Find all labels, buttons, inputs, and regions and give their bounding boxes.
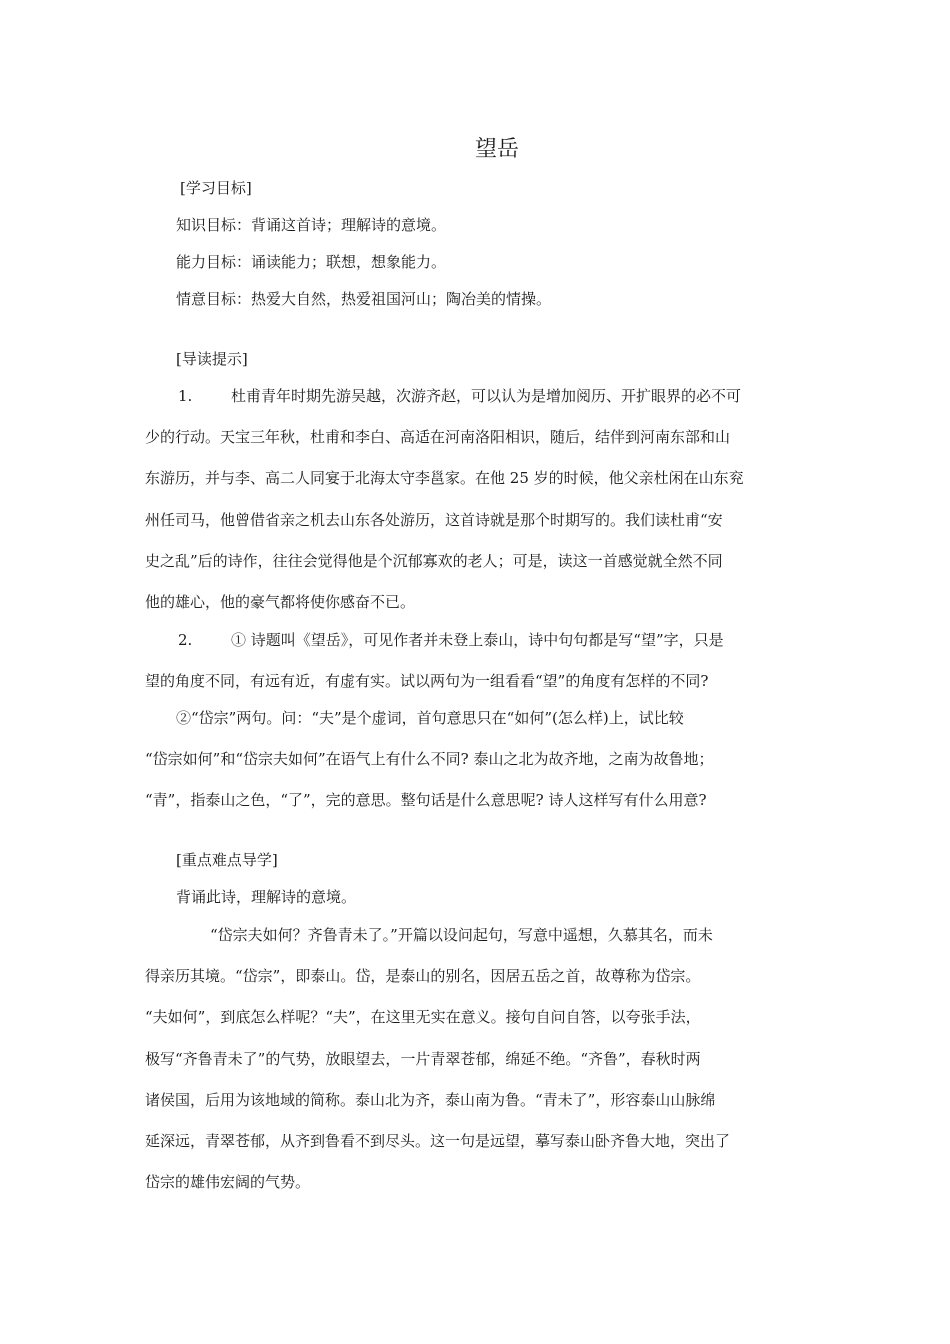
emotion-goal: 情意目标：热爱大自然，热爱祖国河山；陶冶美的情操。 — [176, 290, 552, 308]
key-line: 诸侯国，后用为该地域的简称。泰山北为齐，泰山南为鲁。“青未了”，形容泰山山脉绵 — [145, 1091, 716, 1109]
guide-p2-line: “青”，指泰山之色，“了”，完的意思。整句话是什么意思呢? 诗人这样写有什么用意? — [145, 791, 707, 809]
guide-p1-line: 东游历，并与李、高二人同宴于北海太守李邕家。在他 25 岁的时候，他父亲杜闲在山东兖 — [145, 469, 744, 487]
goals-header: [学习目标] — [180, 179, 252, 197]
key-line: 岱宗的雄伟宏阔的气势。 — [145, 1173, 311, 1191]
guide-p1-line: 杜甫青年时期先游吴越，次游齐赵，可以认为是增加阅历、开扩眼界的必不可 — [231, 387, 742, 405]
guide-p1-line: 少的行动。天宝三年秋，杜甫和李白、高适在河南洛阳相识，随后，结伴到河南东部和山 — [145, 428, 731, 446]
knowledge-goal: 知识目标：背诵这首诗；理解诗的意境。 — [176, 216, 447, 234]
ability-goal: 能力目标：诵读能力；联想，想象能力。 — [176, 253, 447, 271]
key-intro: 背诵此诗，理解诗的意境。 — [176, 888, 357, 906]
guide-p1-line: 州任司马，他曾借省亲之机去山东各处游历，这首诗就是那个时期写的。我们读杜甫“安 — [145, 511, 723, 529]
guide-p1-line: 史之乱”后的诗作，往往会觉得他是个沉郁寡欢的老人；可是，读这一首感觉就全然不同 — [145, 552, 723, 570]
page-title: 望岳 — [475, 137, 520, 162]
key-line: “夫如何”，到底怎么样呢？“夫”，在这里无实在意义。接句自问自答，以夸张手法， — [145, 1008, 701, 1026]
guide-p2-number: 2. — [178, 631, 193, 649]
guide-p1-line: 他的雄心，他的豪气都将使你感奋不已。 — [145, 593, 416, 611]
key-line: “岱宗夫如何？齐鲁青未了。”开篇以设问起句，写意中遥想，久慕其名，而未 — [210, 926, 713, 944]
guide-p1-number: 1. — [178, 387, 193, 405]
key-line: 得亲历其境。“岱宗”，即泰山。岱，是泰山的别名，因居五岳之首，故尊称为岱宗。 — [145, 967, 701, 985]
key-line: 极写“齐鲁青未了”的气势，放眼望去，一片青翠苍郁，绵延不绝。“齐鲁”，春秋时两 — [145, 1050, 701, 1068]
key-header: [重点难点导学] — [176, 851, 278, 869]
guide-p2-line: ① 诗题叫《望岳》，可见作者并未登上泰山，诗中句句都是写“望”字，只是 — [231, 631, 724, 649]
guide-p2-line: 望的角度不同，有远有近，有虚有实。试以两句为一组看看“望”的角度有怎样的不同? — [145, 672, 709, 690]
key-line: 延深远，青翠苍郁，从齐到鲁看不到尽头。这一句是远望，摹写泰山卧齐鲁大地，突出了 — [145, 1132, 731, 1150]
guide-header: [导读提示] — [176, 350, 248, 368]
guide-p2-line: ②“岱宗”两句。问：“夫”是个虚词，首句意思只在“如何”(怎么样)上，试比较 — [176, 709, 684, 727]
guide-p2-line: “岱宗如何”和“岱宗夫如何”在语气上有什么不同? 泰山之北为故齐地，之南为故鲁地； — [145, 750, 714, 768]
